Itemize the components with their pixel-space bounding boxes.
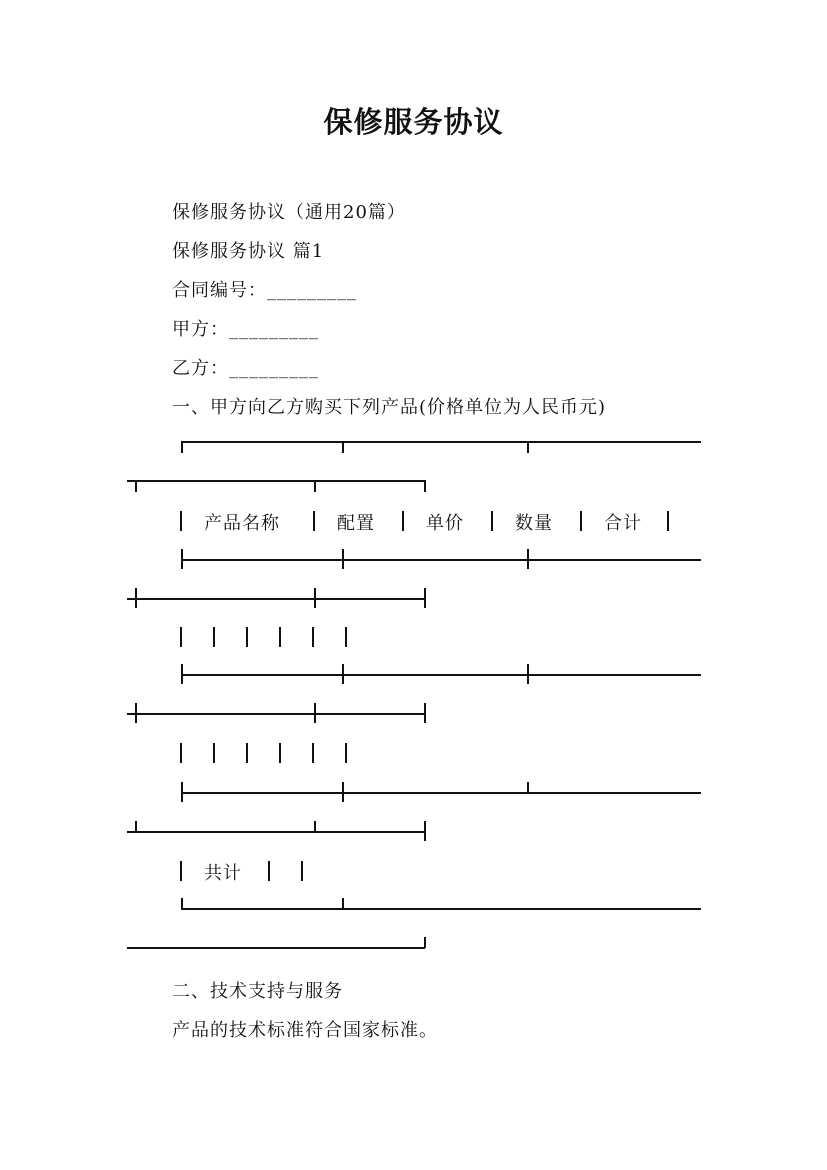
section-1-heading: 一、甲方向乙方购买下列产品(价格单位为人民币元) [172,397,607,418]
table-border [135,480,137,492]
header-product-name: 产品名称 [204,513,280,534]
header-config: 配置 [337,513,375,534]
table-border [342,441,344,453]
table-border [314,588,316,608]
header-quantity: 数量 [515,513,553,534]
table-border [181,559,701,561]
table-border [135,703,137,723]
table-border [127,947,425,949]
table-border [181,782,183,802]
table-border [314,703,316,723]
contract-number-field: 合同编号：_________ [172,280,357,301]
table-border [402,511,404,531]
table-border [181,441,701,443]
table-border [246,627,248,647]
party-b-field: 乙方：_________ [172,358,319,379]
table-border [301,861,303,881]
section-2-text: 产品的技术标准符合国家标准。 [172,1020,438,1041]
table-border [424,821,426,841]
table-border [180,861,182,881]
table-border [246,743,248,763]
table-border [342,898,344,909]
header-total: 合计 [604,513,642,534]
doc-line-heading: 保修服务协议（通用20篇） [172,202,406,223]
table-border [279,627,281,647]
table-border [181,441,183,453]
table-border [342,549,344,569]
doc-line-article: 保修服务协议 篇1 [172,241,325,262]
table-border [279,743,281,763]
table-border [181,674,701,676]
table-border [213,627,215,647]
table-border [424,588,426,608]
table-border [342,782,344,802]
table-border [268,861,270,881]
table-border [527,549,529,569]
table-border [313,511,315,531]
table-border [424,937,426,948]
table-border [213,743,215,763]
table-border [180,743,182,763]
table-border [127,831,425,833]
table-border [127,598,425,600]
table-border [312,627,314,647]
table-border [345,743,347,763]
table-border [527,782,529,793]
table-border [424,480,426,492]
document-title: 保修服务协议 [323,105,504,139]
table-border [667,511,669,531]
table-border [491,511,493,531]
table-border [314,480,316,492]
table-border [527,441,529,453]
table-border [127,480,425,482]
table-border [181,549,183,569]
table-border [342,664,344,684]
header-unit-price: 单价 [426,513,464,534]
table-border [180,627,182,647]
table-border [312,743,314,763]
table-border [135,588,137,608]
party-a-field: 甲方：_________ [172,319,319,340]
table-border [181,664,183,684]
table-border [181,792,701,794]
table-border [180,511,182,531]
table-border [424,703,426,723]
total-label: 共计 [204,863,242,884]
table-border [314,821,316,832]
table-border [181,898,183,909]
section-2-heading: 二、技术支持与服务 [172,981,343,1002]
table-border [181,908,701,910]
table-border [135,821,137,832]
table-border [345,627,347,647]
table-border [127,713,425,715]
table-border [527,664,529,684]
table-border [580,511,582,531]
